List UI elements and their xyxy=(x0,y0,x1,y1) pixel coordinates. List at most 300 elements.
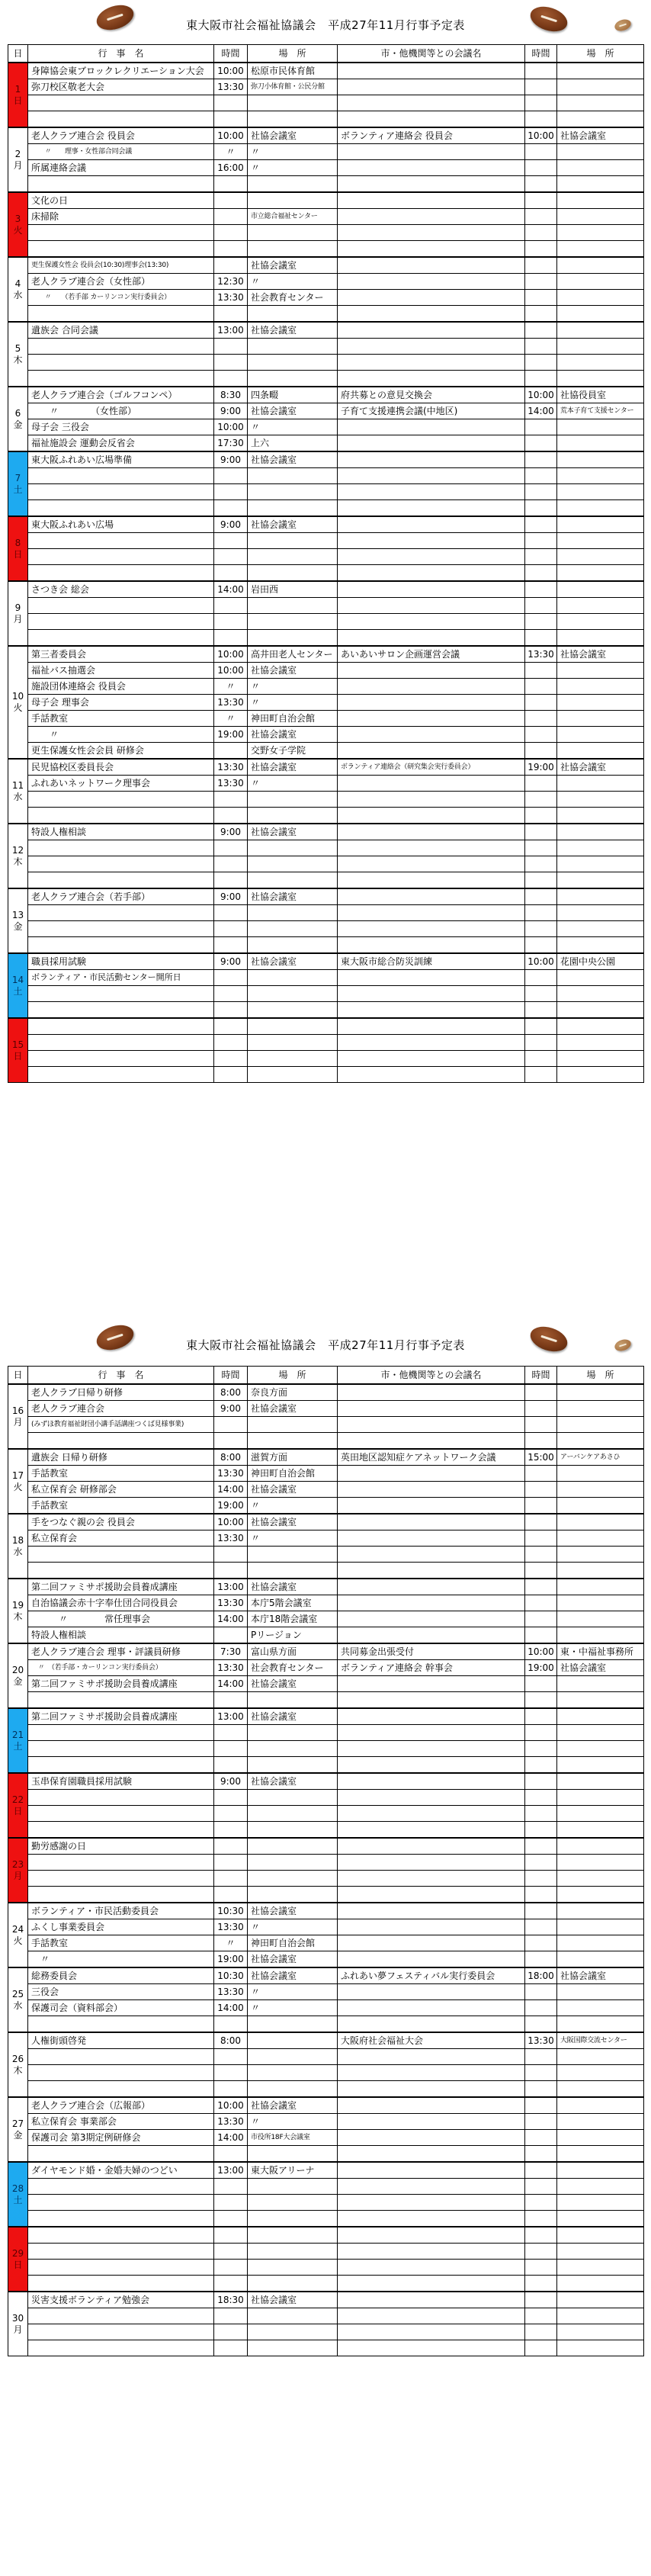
event-place xyxy=(248,937,338,954)
event-time: 13:30 xyxy=(214,1660,248,1676)
other-event-time xyxy=(525,792,557,808)
event-place xyxy=(248,2211,338,2228)
event-name: 福祉施設会 運動会反省会 xyxy=(28,435,214,452)
event-place xyxy=(248,970,338,986)
event-name: 東大阪ふれあい広場準備 xyxy=(28,451,214,468)
event-name xyxy=(28,1790,214,1806)
other-event-place xyxy=(557,160,644,176)
day-cell xyxy=(8,646,28,759)
event-name: 施設団体連絡会 役員会 xyxy=(28,679,214,695)
event-place: 社協会議室 xyxy=(248,322,338,339)
day-of-week: 日 xyxy=(13,1805,23,1816)
other-event-time xyxy=(525,1433,557,1450)
event-name xyxy=(28,808,214,824)
other-event-name: 英田地区認知症ケアネットワーク会議 xyxy=(338,1449,525,1466)
other-event-time xyxy=(525,1531,557,1547)
other-event-place xyxy=(557,1692,644,1709)
other-event-place xyxy=(557,808,644,824)
other-event-name xyxy=(338,2244,525,2260)
other-event-name xyxy=(338,1935,525,1951)
other-event-place xyxy=(557,1514,644,1531)
other-event-name xyxy=(338,1951,525,1968)
other-event-place xyxy=(557,176,644,193)
event-time xyxy=(214,2324,248,2340)
other-event-name xyxy=(338,484,525,500)
schedule-row xyxy=(8,1466,644,1482)
other-event-time xyxy=(525,500,557,517)
other-event-place xyxy=(557,371,644,387)
event-time xyxy=(214,921,248,937)
header-place: 場 所 xyxy=(248,45,338,63)
event-time xyxy=(214,565,248,582)
other-event-time xyxy=(525,1951,557,1968)
other-event-name xyxy=(338,111,525,128)
event-time xyxy=(214,1035,248,1051)
other-event-time xyxy=(525,1708,557,1725)
other-event-time xyxy=(525,856,557,872)
schedule-row xyxy=(8,435,644,452)
other-event-time xyxy=(525,419,557,435)
day-of-week: 木 xyxy=(13,856,23,867)
other-event-name xyxy=(338,1773,525,1790)
event-name: 手話教室 xyxy=(28,1466,214,1482)
day-of-week: 火 xyxy=(13,224,23,236)
event-name xyxy=(28,500,214,517)
event-name xyxy=(28,371,214,387)
other-event-name xyxy=(338,1919,525,1935)
event-name xyxy=(28,1051,214,1067)
other-event-time xyxy=(525,2308,557,2324)
event-place xyxy=(248,2146,338,2163)
event-name: 東大阪ふれあい広場 xyxy=(28,516,214,533)
day-cell xyxy=(8,516,28,581)
day-of-week: 木 xyxy=(13,354,23,365)
schedule-row xyxy=(8,339,644,355)
event-time xyxy=(214,598,248,614)
other-event-time xyxy=(525,533,557,549)
event-time: 13:30 xyxy=(214,695,248,711)
event-place xyxy=(248,2032,338,2049)
other-event-name xyxy=(338,1790,525,1806)
schedule-row xyxy=(8,1547,644,1563)
other-event-place xyxy=(557,1951,644,1968)
other-event-time xyxy=(525,1595,557,1611)
schedule-row xyxy=(8,1967,644,1984)
event-place: 東大阪アリーナ xyxy=(248,2162,338,2179)
event-name xyxy=(28,2211,214,2228)
other-event-name: ボランティア連絡会（研究集会実行委員会） xyxy=(338,759,525,776)
other-event-place xyxy=(557,1676,644,1692)
event-place: 社会教育センター xyxy=(248,290,338,306)
event-place xyxy=(248,1547,338,1563)
other-event-place xyxy=(557,986,644,1002)
day-of-week: 火 xyxy=(13,1481,23,1492)
other-event-place xyxy=(557,2260,644,2276)
day-number: 19 xyxy=(11,1599,24,1611)
other-event-name xyxy=(338,274,525,290)
other-event-time xyxy=(525,2065,557,2081)
other-event-name xyxy=(338,2130,525,2146)
schedule-row xyxy=(8,2097,644,2114)
event-place: 神田町自治会館 xyxy=(248,711,338,727)
event-name: 手話教室 xyxy=(28,1935,214,1951)
event-place: 〃 xyxy=(248,2114,338,2130)
other-event-name xyxy=(338,1498,525,1514)
event-place: 上六 xyxy=(248,435,338,452)
event-time: 13:00 xyxy=(214,2162,248,2179)
other-event-name xyxy=(338,1002,525,1019)
schedule-row xyxy=(8,2000,644,2016)
other-event-name xyxy=(338,2340,525,2356)
other-event-place: 花園中央公園 xyxy=(557,953,644,970)
other-event-place xyxy=(557,1579,644,1595)
event-time xyxy=(214,1838,248,1855)
event-place xyxy=(248,2049,338,2065)
event-name xyxy=(28,1725,214,1741)
schedule-row xyxy=(8,355,644,371)
event-place xyxy=(248,1018,338,1035)
other-event-time xyxy=(525,1579,557,1595)
schedule-row xyxy=(8,225,644,241)
event-place: 社協会議室 xyxy=(248,727,338,743)
event-name xyxy=(28,2146,214,2163)
schedule-page-2 xyxy=(0,1323,651,2576)
other-event-time xyxy=(525,2276,557,2292)
other-event-place xyxy=(557,1822,644,1839)
other-event-place xyxy=(557,2065,644,2081)
other-event-name xyxy=(338,2114,525,2130)
event-time: 13:30 xyxy=(214,759,248,776)
event-name: 手をつなぐ親の会 役員会 xyxy=(28,1514,214,1531)
other-event-name xyxy=(338,419,525,435)
event-name: 〃 （若手部・カーリンコン実行委員会） xyxy=(28,1660,214,1676)
event-name: 弥刀校区敬老大会 xyxy=(28,79,214,95)
schedule-row xyxy=(8,2114,644,2130)
event-name xyxy=(28,2340,214,2356)
other-event-name xyxy=(338,2000,525,2016)
schedule-row xyxy=(8,1051,644,1067)
other-event-time xyxy=(525,2146,557,2163)
day-of-week: 金 xyxy=(13,1675,23,1687)
event-name xyxy=(28,1433,214,1450)
other-event-name xyxy=(338,1595,525,1611)
other-event-name xyxy=(338,743,525,760)
other-event-place xyxy=(557,1595,644,1611)
event-place: 弥刀小体育館・公民分館 xyxy=(248,79,338,95)
other-event-time xyxy=(525,1384,557,1401)
other-event-place xyxy=(557,1741,644,1757)
other-event-time xyxy=(525,1903,557,1919)
event-place xyxy=(248,192,338,209)
day-cell xyxy=(8,322,28,387)
event-name xyxy=(28,111,214,128)
event-place: 松原市民体育館 xyxy=(248,63,338,79)
other-event-place xyxy=(557,533,644,549)
day-cell xyxy=(8,257,28,322)
event-time: 14:00 xyxy=(214,1482,248,1498)
day-number: 17 xyxy=(11,1469,24,1481)
other-event-time xyxy=(525,2049,557,2065)
event-place xyxy=(248,856,338,872)
event-place xyxy=(248,2276,338,2292)
event-place: 〃 xyxy=(248,274,338,290)
schedule-row xyxy=(8,970,644,986)
event-place: 岩田西 xyxy=(248,581,338,598)
schedule-row xyxy=(8,290,644,306)
other-event-name xyxy=(338,549,525,565)
day-of-week: 水 xyxy=(13,1999,23,2011)
other-event-place xyxy=(557,500,644,517)
event-time: 13:30 xyxy=(214,1595,248,1611)
event-name: 私立保育会 研修部会 xyxy=(28,1482,214,1498)
other-event-name xyxy=(338,695,525,711)
other-event-time xyxy=(525,565,557,582)
schedule-row xyxy=(8,695,644,711)
event-name: 老人クラブ連合会（広報部） xyxy=(28,2097,214,2114)
schedule-row xyxy=(8,1871,644,1887)
other-event-place xyxy=(557,241,644,258)
other-event-time: 13:30 xyxy=(525,646,557,663)
event-place xyxy=(248,1838,338,1855)
header-other-place: 場 所 xyxy=(557,1367,644,1385)
header-row xyxy=(8,45,644,63)
other-event-name xyxy=(338,1579,525,1595)
other-event-time xyxy=(525,2097,557,2114)
event-time xyxy=(214,937,248,954)
day-cell xyxy=(8,1643,28,1708)
other-event-time xyxy=(525,2227,557,2244)
page-title: 東大阪市社会福祉協議会 平成27年11月行事予定表 xyxy=(186,18,465,32)
event-place xyxy=(248,986,338,1002)
event-time: 10:00 xyxy=(214,663,248,679)
other-event-place xyxy=(557,2081,644,2098)
event-place: 社協会議室 xyxy=(248,1773,338,1790)
other-event-time xyxy=(525,2292,557,2308)
other-event-time xyxy=(525,1757,557,1774)
other-event-name xyxy=(338,176,525,193)
event-place: 社協会議室 xyxy=(248,1967,338,1984)
schedule-row xyxy=(8,1579,644,1595)
event-time xyxy=(214,533,248,549)
schedule-row xyxy=(8,419,644,435)
event-time xyxy=(214,2260,248,2276)
day-cell xyxy=(8,2162,28,2227)
other-event-time xyxy=(525,1417,557,1433)
schedule-row xyxy=(8,872,644,889)
day-number: 18 xyxy=(11,1534,24,1546)
event-name: ふくし事業委員会 xyxy=(28,1919,214,1935)
event-place xyxy=(248,1563,338,1579)
day-cell xyxy=(8,1708,28,1773)
schedule-row xyxy=(8,1611,644,1627)
event-name xyxy=(28,2016,214,2033)
event-name xyxy=(28,1741,214,1757)
schedule-row xyxy=(8,371,644,387)
header-other-event: 市・他機関等との会議名 xyxy=(338,1367,525,1385)
other-event-time xyxy=(525,339,557,355)
other-event-time xyxy=(525,1002,557,1019)
event-time: 16:00 xyxy=(214,160,248,176)
event-name: 〃 xyxy=(28,1951,214,1968)
event-place xyxy=(248,1790,338,1806)
event-place: 〃 xyxy=(248,419,338,435)
event-name: 民児協校区委員長会 xyxy=(28,759,214,776)
event-time xyxy=(214,95,248,111)
event-time xyxy=(214,1887,248,1903)
other-event-time: 15:00 xyxy=(525,1449,557,1466)
other-event-name xyxy=(338,2162,525,2179)
other-event-time xyxy=(525,970,557,986)
other-event-place xyxy=(557,1903,644,1919)
event-name: 職員採用試験 xyxy=(28,953,214,970)
schedule-row xyxy=(8,2324,644,2340)
schedule-row xyxy=(8,2065,644,2081)
other-event-name xyxy=(338,2049,525,2065)
event-time: 8:00 xyxy=(214,1449,248,1466)
day-cell xyxy=(8,1579,28,1643)
event-name: 老人クラブ連合会（女性部） xyxy=(28,274,214,290)
day-cell xyxy=(8,888,28,953)
event-place xyxy=(248,1051,338,1067)
other-event-name xyxy=(338,1741,525,1757)
day-number: 6 xyxy=(14,407,21,419)
other-event-name xyxy=(338,1887,525,1903)
event-time: 〃 xyxy=(214,144,248,160)
event-place xyxy=(248,1871,338,1887)
event-time xyxy=(214,241,248,258)
other-event-time xyxy=(525,2324,557,2340)
event-time xyxy=(214,192,248,209)
other-event-name xyxy=(338,1384,525,1401)
event-name xyxy=(28,2179,214,2195)
schedule-row xyxy=(8,1741,644,1757)
other-event-place xyxy=(557,484,644,500)
other-event-name: ボランティア連絡会 役員会 xyxy=(338,127,525,144)
other-event-place xyxy=(557,1531,644,1547)
schedule-row xyxy=(8,792,644,808)
event-time: 8:00 xyxy=(214,2032,248,2049)
schedule-row xyxy=(8,2244,644,2260)
event-name xyxy=(28,95,214,111)
event-time: 10:00 xyxy=(214,1514,248,1531)
event-time xyxy=(214,1741,248,1757)
other-event-place: 大阪国際交流センター xyxy=(557,2032,644,2049)
event-place xyxy=(248,905,338,921)
schedule-row xyxy=(8,1643,644,1660)
other-event-time xyxy=(525,1871,557,1887)
event-time: 14:00 xyxy=(214,1676,248,1692)
event-name: 人権街頭啓発 xyxy=(28,2032,214,2049)
day-of-week: 金 xyxy=(13,419,23,430)
other-event-name xyxy=(338,2227,525,2244)
schedule-row xyxy=(8,1498,644,1514)
event-name xyxy=(28,533,214,549)
event-name xyxy=(28,905,214,921)
day-of-week: 火 xyxy=(13,1935,23,1946)
other-event-name xyxy=(338,2324,525,2340)
event-time: 10:00 xyxy=(214,63,248,79)
event-name: 第二回ファミサポ援助会員養成講座 xyxy=(28,1579,214,1595)
other-event-name xyxy=(338,1757,525,1774)
other-event-place: 社協会議室 xyxy=(557,127,644,144)
event-name xyxy=(28,1871,214,1887)
event-name xyxy=(28,306,214,323)
day-number: 25 xyxy=(11,1988,24,1999)
other-event-place xyxy=(557,840,644,856)
day-cell xyxy=(8,2292,28,2356)
event-time: 〃 xyxy=(214,679,248,695)
schedule-row xyxy=(8,986,644,1002)
other-event-time xyxy=(525,1018,557,1035)
other-event-place xyxy=(557,1855,644,1871)
day-number: 26 xyxy=(11,2053,24,2064)
other-event-time xyxy=(525,1067,557,1083)
event-time: 13:00 xyxy=(214,322,248,339)
day-number: 4 xyxy=(14,278,21,289)
event-place: 社協会議室 xyxy=(248,888,338,905)
other-event-place xyxy=(557,1482,644,1498)
other-event-name xyxy=(338,322,525,339)
event-name: 母子会 三役会 xyxy=(28,419,214,435)
other-event-place xyxy=(557,257,644,274)
event-place: 市役所18F大会議室 xyxy=(248,2130,338,2146)
other-event-time xyxy=(525,1466,557,1482)
event-time: 13:30 xyxy=(214,1919,248,1935)
other-event-time xyxy=(525,905,557,921)
other-event-place xyxy=(557,95,644,111)
other-event-name xyxy=(338,144,525,160)
other-event-name xyxy=(338,339,525,355)
event-time xyxy=(214,2195,248,2211)
event-place: 〃 xyxy=(248,1498,338,1514)
other-event-place xyxy=(557,2130,644,2146)
event-place xyxy=(248,2081,338,2098)
event-name xyxy=(28,355,214,371)
event-time xyxy=(214,2016,248,2033)
other-event-time xyxy=(525,95,557,111)
event-name xyxy=(28,2276,214,2292)
other-event-time: 10:00 xyxy=(525,1643,557,1660)
other-event-name xyxy=(338,209,525,225)
event-place xyxy=(248,1417,338,1433)
other-event-time: 10:00 xyxy=(525,953,557,970)
other-event-time xyxy=(525,937,557,954)
other-event-name xyxy=(338,776,525,792)
event-time: 9:00 xyxy=(214,1401,248,1417)
other-event-place xyxy=(557,1051,644,1067)
other-event-place xyxy=(557,679,644,695)
event-name: 自治協議会赤十字奉仕団合同役員会 xyxy=(28,1595,214,1611)
day-number: 15 xyxy=(11,1039,24,1050)
day-number: 29 xyxy=(11,2247,24,2259)
header-day: 日 xyxy=(8,1367,28,1385)
event-time: 7:30 xyxy=(214,1643,248,1660)
event-name xyxy=(28,1855,214,1871)
event-name: 床掃除 xyxy=(28,209,214,225)
event-name xyxy=(28,1018,214,1035)
event-place: 四条畷 xyxy=(248,387,338,403)
other-event-place xyxy=(557,2179,644,2195)
day-of-week: 月 xyxy=(13,613,23,625)
other-event-place xyxy=(557,727,644,743)
event-place: 神田町自治会館 xyxy=(248,1466,338,1482)
event-time xyxy=(214,1790,248,1806)
other-event-time xyxy=(525,241,557,258)
other-event-time xyxy=(525,2130,557,2146)
event-time xyxy=(214,339,248,355)
other-event-name xyxy=(338,2016,525,2033)
event-name xyxy=(28,2081,214,2098)
